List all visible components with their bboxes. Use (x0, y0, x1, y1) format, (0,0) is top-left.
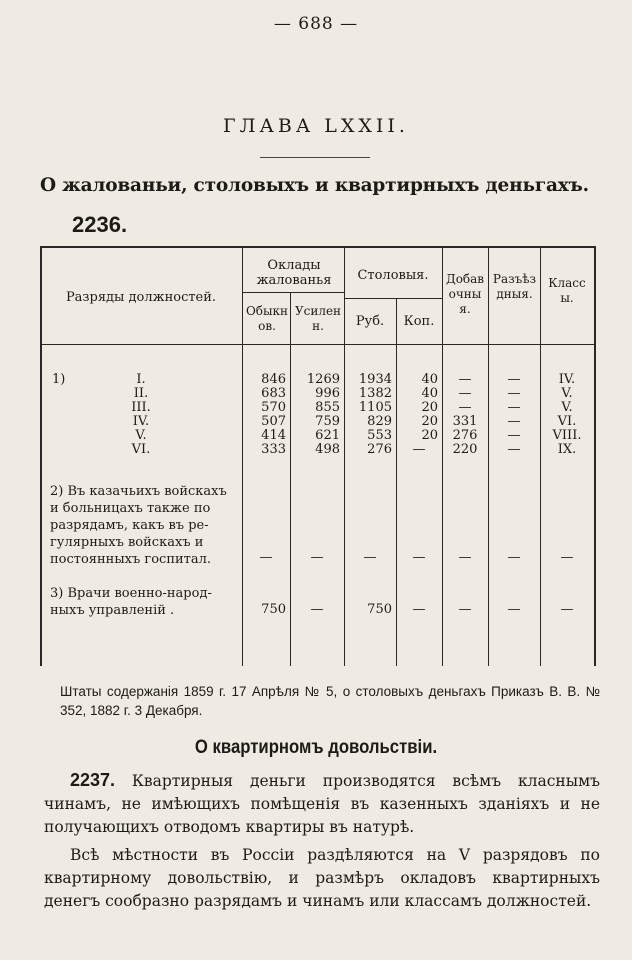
cell-increased: 759 (315, 414, 340, 429)
header-rub: Руб. (355, 314, 385, 329)
header-salary-increased: Усиленн. (294, 304, 342, 333)
cell-travel: — (507, 400, 521, 415)
cell-additional: — (458, 386, 472, 401)
cell-ordinary: — (259, 550, 273, 565)
cell-increased: — (310, 550, 324, 565)
group1-label: 1) (52, 372, 66, 387)
cell-additional: — (458, 602, 472, 617)
header-positions: Разряды должностей. (65, 290, 217, 305)
cell-travel: — (507, 386, 521, 401)
cell-rub: 553 (367, 428, 392, 443)
header-classes: Классы. (548, 276, 586, 305)
cell-kop: 20 (421, 414, 438, 429)
section-title: О жалованьи, столовыхъ и квартирныхъ деньгахъ. (40, 175, 589, 196)
cell-kop: — (412, 442, 426, 457)
cell-kop: — (412, 550, 426, 565)
table-right-border (594, 246, 596, 666)
cell-travel: — (507, 414, 521, 429)
table-money-subheader-rule (344, 298, 442, 299)
cell-kop: — (412, 602, 426, 617)
cell-travel: — (507, 372, 521, 387)
cell-rub: 829 (367, 414, 392, 429)
cell-rub: — (363, 550, 377, 565)
cell-travel: — (507, 428, 521, 443)
header-bottom-rule (40, 344, 596, 345)
paragraph-2237 (44, 769, 600, 839)
cell-rub: 276 (367, 442, 392, 457)
title-rule (260, 157, 370, 158)
cell-kop: 20 (421, 428, 438, 443)
cell-additional: 276 (452, 428, 478, 443)
salary-subheader-rule (242, 292, 344, 293)
group2-line: и больницахъ также по (50, 501, 211, 516)
cell-rub: 1105 (358, 400, 392, 415)
cell-increased: 855 (315, 400, 340, 415)
header-kop: Коп. (403, 314, 435, 329)
cell-kop: 40 (421, 386, 438, 401)
cell-additional: 220 (452, 442, 478, 457)
article-number-2237: 2237. (70, 770, 116, 790)
group3-line: 3) Врачи военно-народ- (50, 586, 212, 601)
cell-ordinary: 570 (261, 400, 286, 415)
table-left-border (40, 246, 42, 666)
cell-increased: 498 (315, 442, 340, 457)
cell-class: IX. (557, 442, 577, 457)
cell-rank: IV. (132, 414, 150, 429)
cell-class: IV. (558, 372, 576, 387)
cell-increased: 1269 (306, 372, 340, 387)
cell-kop: 20 (421, 400, 438, 415)
cell-class: VI. (557, 414, 577, 429)
header-salary-ordinary: Обыкнов. (245, 304, 289, 333)
cell-travel: — (507, 550, 521, 565)
paragraph-2237-text: Квартирныя деньги производятся всѣмъ класнымъ чинамъ, не имѣющихъ помѣщенія въ казенныхъ зданіяхъ и не получающихъ отводомъ квартиры въ натурѣ. (44, 772, 600, 836)
cell-ordinary: 683 (261, 386, 286, 401)
cell-rank: III. (131, 400, 151, 415)
cell-rank: I. (136, 372, 146, 387)
cell-class: V. (561, 400, 573, 415)
cell-rank: II. (133, 386, 149, 401)
cell-travel: — (507, 442, 521, 457)
cell-class: VIII. (552, 428, 582, 443)
header-salary: Оклады жалованья (256, 258, 332, 288)
header-travel: Разъѣздныя. (492, 272, 537, 301)
article-number-2236: 2236. (72, 212, 128, 237)
cell-ordinary: 507 (261, 414, 286, 429)
group2-line: 2) Въ казачьихъ войскахъ (50, 484, 227, 499)
cell-additional: — (458, 372, 472, 387)
cell-ordinary: 750 (261, 602, 286, 617)
cell-class: — (560, 550, 574, 565)
cell-ordinary: 414 (261, 428, 286, 443)
cell-class: — (560, 602, 574, 617)
group2-line: гулярныхъ войскахъ и (50, 535, 204, 550)
cell-rub: 1382 (358, 386, 392, 401)
group2-line: разрядамъ, какъ въ ре- (50, 518, 209, 533)
cell-additional: — (458, 550, 472, 565)
page-number: — 688 — (273, 14, 359, 34)
paragraph-housing-categories: Всѣ мѣстности въ Россіи раздѣляются на V разрядовъ по квартирному довольствію, и размѣръ окладовъ квартирныхъ денегъ сообразно разрядамъ и чинамъ или классамъ должностей. (44, 846, 600, 910)
cell-rub: 1934 (358, 372, 392, 387)
cell-rub: 750 (367, 602, 392, 617)
cell-kop: 40 (421, 372, 438, 387)
header-additional: Добавочныя. (445, 272, 485, 316)
cell-rank: V. (135, 428, 147, 443)
cell-additional: 331 (452, 414, 478, 429)
chapter-title: ГЛАВА LXXII. (223, 115, 409, 137)
cell-increased: 621 (315, 428, 340, 443)
cell-additional: — (458, 400, 472, 415)
cell-travel: — (507, 602, 521, 617)
table-top-border (40, 246, 596, 248)
salary-table (40, 246, 596, 666)
cell-ordinary: 846 (261, 372, 286, 387)
cell-increased: — (310, 602, 324, 617)
cell-class: V. (561, 386, 573, 401)
subheading: О квартирномъ довольствіи. (194, 737, 438, 758)
group3-line: ныхъ управленій . (50, 603, 175, 618)
header-table-money: Столовыя. (357, 268, 429, 283)
group2-line: постоянныхъ госпитал. (50, 552, 211, 567)
cell-rank: VI. (131, 442, 151, 457)
cell-ordinary: 333 (261, 442, 286, 457)
cell-increased: 996 (315, 386, 340, 401)
footnote-source: Штаты содержанія 1859 г. 17 Апрѣля № 5, о столовыхъ деньгахъ Приказъ В. В. № 352, 1882 г. 3 Декабря. (60, 684, 600, 718)
